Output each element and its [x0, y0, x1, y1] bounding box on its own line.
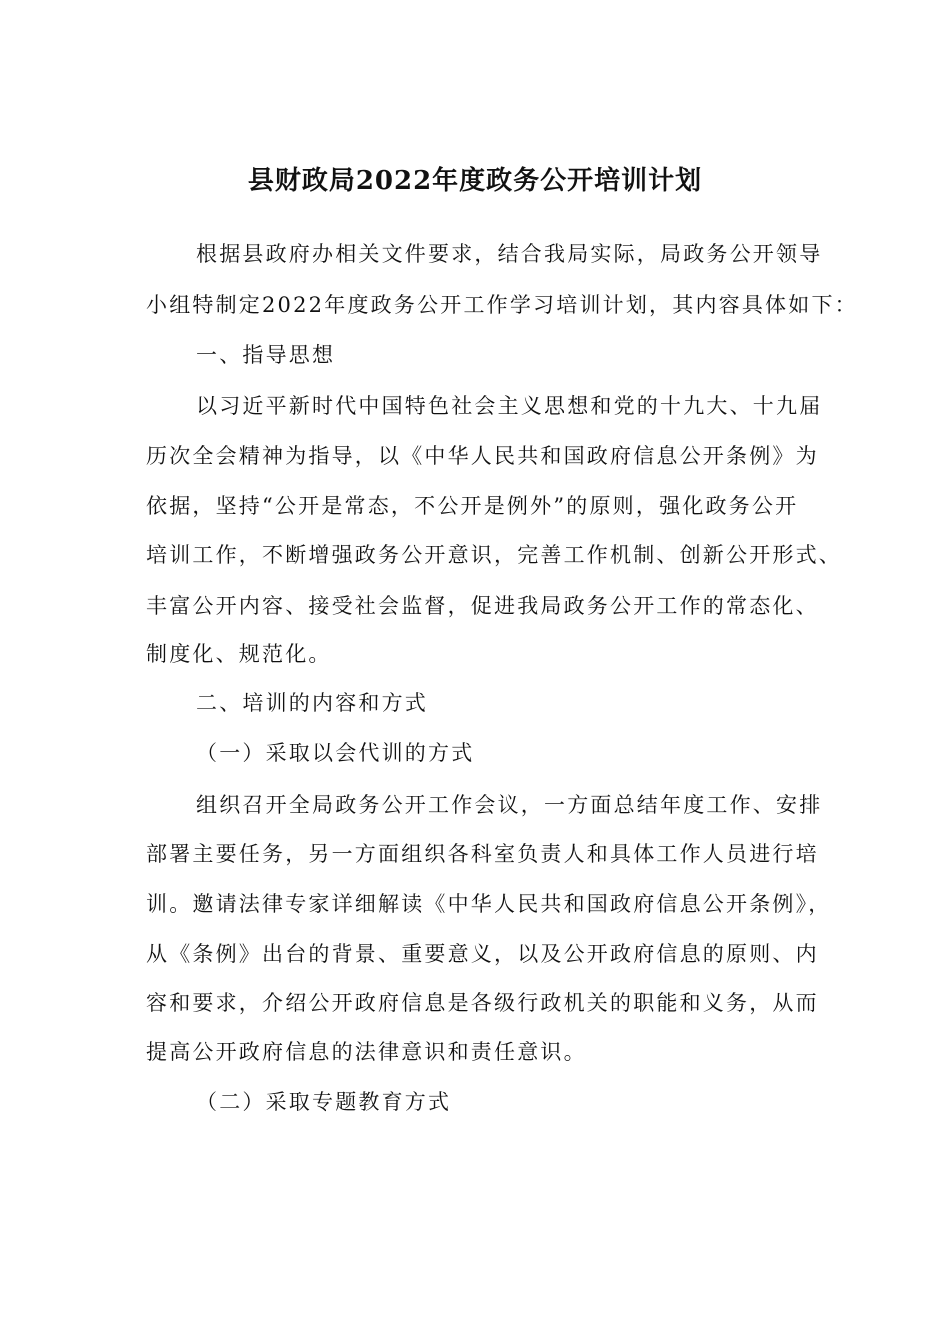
- paragraph-line: 部署主要任务，另一方面组织各科室负责人和具体工作人员进行培: [146, 842, 819, 866]
- subsection-heading: （二）采取专题教育方式: [196, 1090, 452, 1114]
- paragraph-line: 训。邀请法律专家详细解读《中华人民共和国政府信息公开条例》，: [146, 892, 832, 916]
- paragraph-line: 提高公开政府信息的法律意识和责任意识。: [146, 1040, 587, 1064]
- document-title: 县财政局2022年度政务公开培训计划: [247, 166, 703, 196]
- paragraph-line: 丰富公开内容、接受社会监督，促进我局政务公开工作的常态化、: [146, 594, 819, 618]
- paragraph-line: 培训工作，不断增强政务公开意识，完善工作机制、创新公开形式、: [146, 543, 842, 567]
- section-heading: 二、培训的内容和方式: [196, 691, 428, 715]
- subsection-heading: （一）采取以会代训的方式: [196, 741, 475, 765]
- paragraph-line: 依据，坚持“公开是常态，不公开是例外”的原则，强化政务公开: [146, 494, 799, 518]
- paragraph-line: 制度化、规范化。: [146, 642, 332, 666]
- paragraph-line: 组织召开全局政务公开工作会议，一方面总结年度工作、安排: [196, 793, 823, 817]
- paragraph-line: 从《条例》出台的背景、重要意义，以及公开政府信息的原则、内: [146, 942, 819, 966]
- paragraph-line: 根据县政府办相关文件要求，结合我局实际，局政务公开领导: [196, 242, 823, 266]
- section-heading: 一、指导思想: [196, 343, 336, 367]
- paragraph-line: 以习近平新时代中国特色社会主义思想和党的十九大、十九届: [196, 394, 823, 418]
- paragraph-line: 容和要求，介绍公开政府信息是各级行政机关的职能和义务，从而: [146, 991, 819, 1015]
- paragraph-line: 小组特制定2022年度政务公开工作学习培训计划，其内容具体如下：: [146, 293, 858, 317]
- paragraph-line: 历次全会精神为指导，以《中华人民共和国政府信息公开条例》为: [146, 444, 819, 468]
